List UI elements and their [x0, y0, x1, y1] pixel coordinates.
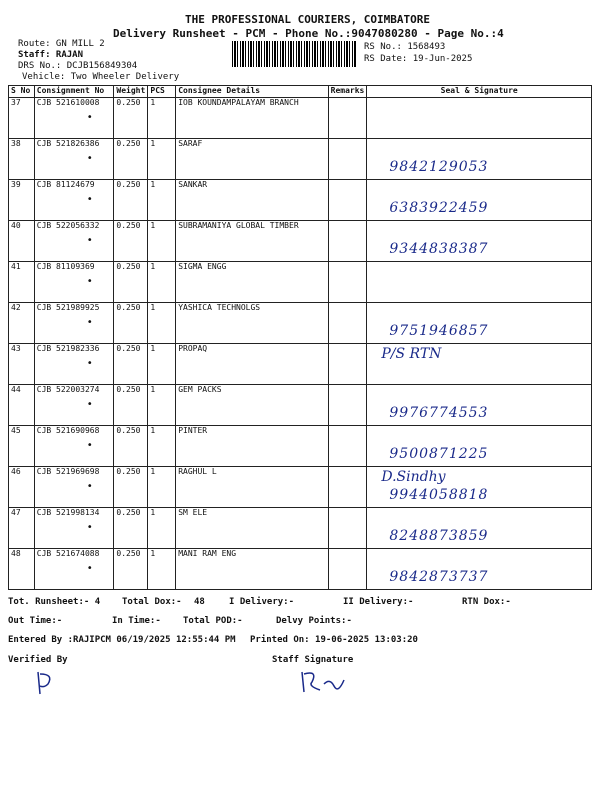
table-row — [9, 262, 592, 303]
i-delivery: I Delivery:- — [229, 597, 295, 607]
row-sno — [9, 344, 35, 385]
handwritten-phone: 6383922459 — [389, 200, 489, 216]
table-row — [9, 98, 592, 139]
row-weight — [114, 139, 148, 180]
verified-signature-mark — [30, 668, 70, 698]
col-pcs: PCS — [148, 86, 176, 98]
total-pod: Total POD:- — [183, 616, 243, 626]
row-remarks — [328, 303, 367, 344]
staff-signature: Staff Signature — [272, 655, 354, 665]
row-consignment-no-text: CJB 81109369 — [36, 262, 95, 271]
row-remarks — [328, 180, 367, 221]
row-sno — [9, 426, 35, 467]
row-consignment-no-text: CJB 521610008 — [36, 98, 100, 107]
consignment-mark: • — [86, 440, 93, 451]
handwritten-phone: 8248873859 — [389, 528, 489, 544]
row-remarks — [328, 549, 367, 590]
table-header-row — [9, 86, 592, 98]
row-remarks — [328, 385, 367, 426]
row-sno-text: 40 — [11, 221, 21, 230]
row-consignee — [176, 426, 328, 467]
vehicle: Vehicle: Two Wheeler Delivery — [22, 72, 180, 82]
in-time: In Time:- — [112, 616, 161, 626]
row-signature — [367, 303, 592, 344]
printed-on: Printed On: 19-06-2025 13:03:20 — [250, 635, 418, 645]
company-name: THE PROFESSIONAL COURIERS, COIMBATORE — [185, 13, 431, 26]
row-consignee — [176, 385, 328, 426]
consignment-mark: • — [86, 358, 93, 369]
row-consignee-text: SM ELE — [178, 508, 208, 517]
consignment-mark: • — [86, 235, 93, 246]
row-sno — [9, 549, 35, 590]
consignment-mark: • — [86, 522, 93, 533]
total-dox-label: Total Dox:- — [122, 597, 182, 607]
consignment-mark: • — [86, 153, 93, 164]
row-remarks — [328, 426, 367, 467]
row-pcs-text: 1 — [150, 180, 156, 189]
row-consignee-text: MANI RAM ENG — [178, 549, 237, 558]
row-signature — [367, 549, 592, 590]
ii-delivery: II Delivery:- — [343, 597, 414, 607]
row-consignment-no-text: CJB 521690968 — [36, 426, 100, 435]
row-pcs — [148, 467, 176, 508]
row-signature — [367, 508, 592, 549]
row-weight — [114, 303, 148, 344]
row-pcs — [148, 221, 176, 262]
row-consignee-text: PROPAQ — [178, 344, 208, 353]
row-consignment-no — [34, 426, 114, 467]
row-sno-text: 47 — [11, 508, 21, 517]
row-weight — [114, 262, 148, 303]
row-remarks — [328, 139, 367, 180]
row-consignee-text: YASHICA TECHNOLGS — [178, 303, 261, 312]
col-consignment: Consignment No — [34, 86, 114, 98]
row-weight-text: 0.250 — [116, 549, 141, 558]
row-signature — [367, 344, 592, 385]
handwritten-phone: 9344838387 — [389, 241, 489, 257]
row-weight — [114, 467, 148, 508]
row-sno — [9, 262, 35, 303]
row-weight-text: 0.250 — [116, 385, 141, 394]
delvy-points: Delvy Points:- — [276, 616, 352, 626]
consignment-mark: • — [86, 481, 93, 492]
row-consignee-text: SANKAR — [178, 180, 208, 189]
row-sno — [9, 385, 35, 426]
row-consignee — [176, 549, 328, 590]
staff: Staff: RAJAN — [18, 50, 84, 60]
row-signature — [367, 385, 592, 426]
row-remarks — [328, 221, 367, 262]
row-consignment-no-text: CJB 521969698 — [36, 467, 100, 476]
drs-no: DRS No.: DCJB156849304 — [18, 61, 138, 71]
row-consignment-no — [34, 467, 114, 508]
row-signature — [367, 180, 592, 221]
row-sno-text: 48 — [11, 549, 21, 558]
row-consignee — [176, 98, 328, 139]
row-consignee — [176, 180, 328, 221]
table-row — [9, 344, 592, 385]
row-weight — [114, 385, 148, 426]
row-sno — [9, 139, 35, 180]
row-consignee-text: PINTER — [178, 426, 208, 435]
row-consignment-no-text: CJB 81124679 — [36, 180, 95, 189]
consignment-mark: • — [86, 563, 93, 574]
row-weight-text: 0.250 — [116, 221, 141, 230]
row-sno-text: 37 — [11, 98, 21, 107]
row-weight — [114, 180, 148, 221]
row-pcs-text: 1 — [150, 98, 156, 107]
row-sno-text: 43 — [11, 344, 21, 353]
consignment-mark: • — [86, 276, 93, 287]
row-weight — [114, 549, 148, 590]
handwritten-phone: 9500871225 — [389, 446, 489, 462]
row-pcs-text: 1 — [150, 139, 156, 148]
row-sno — [9, 467, 35, 508]
row-sno-text: 42 — [11, 303, 21, 312]
row-weight — [114, 344, 148, 385]
row-consignee — [176, 303, 328, 344]
row-weight-text: 0.250 — [116, 139, 141, 148]
tot-runsheet: Tot. Runsheet:- 4 — [8, 597, 101, 607]
row-consignee-text: SIGMA ENGG — [178, 262, 227, 271]
handwritten-phone: 9751946857 — [389, 323, 489, 339]
row-consignment-no — [34, 98, 114, 139]
rs-no: RS No.: 1568493 — [364, 42, 446, 52]
row-sno-text: 44 — [11, 385, 21, 394]
rs-date: RS Date: 19-Jun-2025 — [364, 54, 473, 64]
row-consignment-no — [34, 180, 114, 221]
row-pcs-text: 1 — [150, 385, 156, 394]
consignment-mark: • — [86, 317, 93, 328]
col-weight: Weight — [114, 86, 148, 98]
row-consignment-no-text: CJB 521674088 — [36, 549, 100, 558]
row-pcs — [148, 549, 176, 590]
row-consignee — [176, 262, 328, 303]
row-pcs-text: 1 — [150, 344, 156, 353]
row-sno — [9, 508, 35, 549]
row-signature — [367, 221, 592, 262]
barcode — [232, 41, 357, 67]
staff-signature-mark — [296, 664, 356, 698]
table-row — [9, 549, 592, 590]
row-consignee — [176, 508, 328, 549]
row-signature — [367, 98, 592, 139]
row-consignment-no — [34, 221, 114, 262]
row-consignee — [176, 221, 328, 262]
row-consignment-no-text: CJB 521982336 — [36, 344, 100, 353]
row-consignee — [176, 467, 328, 508]
out-time: Out Time:- — [8, 616, 63, 626]
row-consignment-no — [34, 139, 114, 180]
row-pcs-text: 1 — [150, 508, 156, 517]
row-consignment-no-text: CJB 521989925 — [36, 303, 100, 312]
row-remarks — [328, 262, 367, 303]
row-consignee — [176, 139, 328, 180]
row-pcs — [148, 262, 176, 303]
row-pcs — [148, 344, 176, 385]
col-remarks: Remarks — [328, 86, 367, 98]
row-pcs-text: 1 — [150, 221, 156, 230]
row-consignment-no — [34, 344, 114, 385]
row-consignment-no — [34, 508, 114, 549]
row-consignment-no — [34, 385, 114, 426]
row-consignment-no-text: CJB 521998134 — [36, 508, 100, 517]
total-dox-value: 48 — [194, 597, 205, 607]
row-consignment-no-text: CJB 522003274 — [36, 385, 100, 394]
col-sno: S No — [9, 86, 35, 98]
row-pcs — [148, 180, 176, 221]
handwritten-signature: P/S RTN — [381, 346, 442, 362]
row-pcs — [148, 426, 176, 467]
col-signature: Seal & Signature — [367, 86, 592, 98]
col-consignee: Consignee Details — [176, 86, 328, 98]
row-sno-text: 38 — [11, 139, 21, 148]
row-weight-text: 0.250 — [116, 467, 141, 476]
row-sno — [9, 98, 35, 139]
row-pcs — [148, 303, 176, 344]
table-row — [9, 426, 592, 467]
runsheet-table — [8, 85, 592, 590]
row-consignee — [176, 344, 328, 385]
row-weight-text: 0.250 — [116, 262, 141, 271]
table-row — [9, 221, 592, 262]
row-weight-text: 0.250 — [116, 180, 141, 189]
row-sno-text: 41 — [11, 262, 21, 271]
row-sno-text: 39 — [11, 180, 21, 189]
row-weight-text: 0.250 — [116, 344, 141, 353]
row-pcs-text: 1 — [150, 467, 156, 476]
handwritten-phone: 9842129053 — [389, 159, 489, 175]
table-row — [9, 303, 592, 344]
entered-by: Entered By :RAJIPCM 06/19/2025 12:55:44 PM — [8, 635, 236, 645]
row-weight-text: 0.250 — [116, 98, 141, 107]
runsheet-title: Delivery Runsheet - PCM - Phone No.:9047080280 - Page No.:4 — [113, 27, 504, 40]
row-pcs-text: 1 — [150, 262, 156, 271]
row-pcs-text: 1 — [150, 303, 156, 312]
table-row — [9, 467, 592, 508]
consignment-mark: • — [86, 112, 93, 123]
row-consignee-text: SARAF — [178, 139, 203, 148]
row-consignee-text: RAGHUL L — [178, 467, 217, 476]
row-remarks — [328, 344, 367, 385]
row-pcs — [148, 508, 176, 549]
row-pcs — [148, 139, 176, 180]
row-consignment-no — [34, 303, 114, 344]
handwritten-phone: 9944058818 — [389, 487, 489, 503]
handwritten-phone: 9842873737 — [389, 569, 489, 585]
row-consignment-no — [34, 262, 114, 303]
row-pcs — [148, 385, 176, 426]
row-signature — [367, 467, 592, 508]
route: Route: GN MILL 2 — [18, 39, 105, 49]
table-row — [9, 385, 592, 426]
row-signature — [367, 262, 592, 303]
row-sno-text: 45 — [11, 426, 21, 435]
row-consignee-text: SUBRAMANIYA GLOBAL TIMBER — [178, 221, 299, 230]
table-row — [9, 180, 592, 221]
row-pcs — [148, 98, 176, 139]
table-row — [9, 139, 592, 180]
row-weight-text: 0.250 — [116, 303, 141, 312]
row-sno — [9, 303, 35, 344]
row-weight-text: 0.250 — [116, 426, 141, 435]
row-consignment-no-text: CJB 522056332 — [36, 221, 100, 230]
table-row — [9, 508, 592, 549]
handwritten-phone: 9976774553 — [389, 405, 489, 421]
row-sno — [9, 180, 35, 221]
rtn-dox: RTN Dox:- — [462, 597, 511, 607]
row-signature — [367, 139, 592, 180]
row-pcs-text: 1 — [150, 426, 156, 435]
row-consignment-no — [34, 549, 114, 590]
row-remarks — [328, 467, 367, 508]
row-weight-text: 0.250 — [116, 508, 141, 517]
row-weight — [114, 221, 148, 262]
consignment-mark: • — [86, 399, 93, 410]
row-weight — [114, 98, 148, 139]
row-consignment-no-text: CJB 521826386 — [36, 139, 100, 148]
row-weight — [114, 426, 148, 467]
row-sno — [9, 221, 35, 262]
row-consignee-text: IOB KOUNDAMPALAYAM BRANCH — [178, 98, 299, 107]
row-sno-text: 46 — [11, 467, 21, 476]
handwritten-signature: D.Sindhy — [381, 469, 446, 485]
row-remarks — [328, 508, 367, 549]
row-signature — [367, 426, 592, 467]
row-pcs-text: 1 — [150, 549, 156, 558]
row-consignee-text: GEM PACKS — [178, 385, 222, 394]
row-weight — [114, 508, 148, 549]
consignment-mark: • — [86, 194, 93, 205]
row-remarks — [328, 98, 367, 139]
verified-by: Verified By — [8, 655, 68, 665]
